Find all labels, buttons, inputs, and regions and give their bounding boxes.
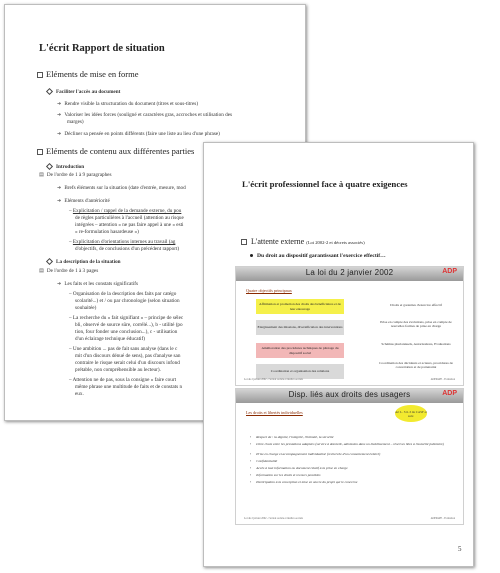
slide-subtitle: Les droits et libertés individuelles <box>246 410 303 415</box>
reference-badge: Art L. 311-3 du CASF et suiv. <box>395 405 427 422</box>
list-item: ➜ Valoriser les idées forces (souligné et caractères gras, accroches et utilisation des <box>57 112 233 118</box>
list-item: – Une ambition ... pas de fait sans analyse (dans le c <box>69 346 178 352</box>
objective-description: Coordination des décideurs et acteurs, procédures de concertation et de partenariat <box>379 361 453 370</box>
list-item: scolarité...) et / ou par chronologie (selon situation <box>75 298 180 304</box>
slide-loi-2002 <box>235 266 464 386</box>
slide-subtitle: Quatre objectifs principaux <box>246 288 292 293</box>
list-item: – La recherche du « fait signifiant » – principe de sélec <box>69 315 184 321</box>
arrow-icon: ➜ <box>57 198 62 204</box>
slide-footer: Loi du 2 janvier 2002 - l'action sociale et médico-sociale ADEPAPE - Formation <box>244 378 455 381</box>
list-item: contraire le risque serait celui d'un discours infond <box>75 360 180 366</box>
list-item: • Accès à tout information ou document relatif à la prise en charge <box>250 466 455 473</box>
list-item: – Explicitation / rappel de la demande externe, du pou <box>69 208 182 214</box>
list-item: « re-formulation hasardeuse ») <box>75 229 139 235</box>
list-item: de règles particulières à l'accueil (attention au risque <box>75 215 184 221</box>
section-heading: Eléments de contenu aux différentes parties <box>37 146 194 156</box>
subheading: Introduction <box>47 164 84 171</box>
diamond-bullet-icon <box>46 258 53 265</box>
front-page-title: L'écrit professionnel face à quatre exigences <box>242 179 408 189</box>
list-item: tion, four fonder une conclusion...), c - utilisation <box>75 329 178 335</box>
arrow-icon: ➜ <box>57 131 62 137</box>
subheading: Du droit au dispositif garantissant l'exercice effectif… <box>250 253 386 259</box>
section-heading: L'attente externe (Loi 2002-2 et décrets associés) <box>241 237 365 246</box>
list-item: eux. <box>75 391 84 397</box>
length-note: ▤ De l'ordre de 1 à 3 pages <box>39 268 99 274</box>
slide-title: La loi du 2 janvier 2002 <box>305 268 394 277</box>
diamond-bullet-icon <box>46 88 53 95</box>
list-item: intégrées – attention » ne pas faire appel à une « esti <box>75 222 184 228</box>
arrow-icon: ➜ <box>57 281 62 287</box>
objective-description: Schémas pluriannuels, Autorisations, Evaluations <box>381 342 451 346</box>
diamond-bullet-icon <box>46 163 53 170</box>
list-item: • Respect de : la dignité, l'intégrité, l'intimité, la sécurité <box>250 435 455 442</box>
list-item: • Participation à la conception et mise en œuvre du projet qui le concerne <box>250 480 455 487</box>
list-item: souhaitée) <box>75 305 97 311</box>
logo-icon: ADP <box>442 390 457 397</box>
square-bullet-icon <box>37 72 43 78</box>
back-page-title: L'écrit Rapport de situation <box>39 43 165 54</box>
page-number: 5 <box>458 545 462 553</box>
list-item: prétable, non compréhensible au lecteur). <box>75 367 161 373</box>
list-item: ➜ Brefs éléments sur la situation (date d'entrée, mesure, mod <box>57 185 186 191</box>
slide-title: Disp. liés aux droits des usagers <box>288 390 411 399</box>
list-item: • Confidentialité <box>250 459 455 466</box>
list-item: ➜ Eléments d'antériorité <box>57 198 110 204</box>
list-item: même phrase une multitude de faits et de constats n <box>75 384 183 390</box>
slide-footer: Loi du 2 janvier 2002 - l'action sociale et médico-sociale ADEPAPE - Formation <box>244 517 455 520</box>
list-item: • Prise en charge et accompagnement individualisé (recherche d'un consentement éclairé) <box>250 452 455 459</box>
subheading: Faciliter l'accès au document <box>47 89 120 96</box>
subheading: La description de la situation <box>47 259 121 266</box>
objective-box: Elargissement des missions, diversification des interventions <box>256 320 344 335</box>
length-note: ▤ De l'ordre de 1 à 9 paragraphes <box>39 172 112 178</box>
arrow-icon: ➜ <box>57 101 62 107</box>
list-item: – Organisation de la description des faits par catégo <box>69 291 177 297</box>
list-item: • Information sur les droits et recours possibles <box>250 473 455 480</box>
objective-description: Prise en compte des évolutions, prise en compte de nouvelles formes de prise en charge <box>380 320 452 329</box>
list-item: – Attention ne de pas, sous la consigne « faire court <box>69 377 177 383</box>
list-item: ➜ Les faits et les constats significatifs <box>57 281 138 287</box>
list-item: mit d'un discours dénué de sens), pas d'analyse san <box>75 353 181 359</box>
list-item: ➜ Décliner sa pensée en points différents (faire une liste au lieu d'une phrase) <box>57 131 220 137</box>
square-bullet-icon <box>241 239 247 245</box>
objective-box: Amélioration des procédures techniques de pilotage du dispositif social <box>256 343 344 358</box>
list-item: – Explicitation d'orientations internes au travail (ag <box>69 239 176 245</box>
list-item: d'un éclairage technique éducatif) <box>75 336 145 342</box>
page-icon: ▤ <box>39 172 44 178</box>
section-heading: Eléments de mise en forme <box>37 69 139 79</box>
arrow-icon: ➜ <box>57 185 62 191</box>
front-page <box>203 142 474 567</box>
objective-box: Affirmation et promotion des droits des bénéficiaires et de leur entourage <box>256 299 344 314</box>
square-bullet-icon <box>37 149 43 155</box>
bullet-icon <box>250 254 253 257</box>
list-item: • Libre choix entre les prestations adaptées (service à domicile, admission dans un établissement – réserves liées à l'autorité judiciaire) <box>250 442 455 452</box>
logo-icon: ADP <box>442 268 457 275</box>
rights-list <box>250 435 455 487</box>
objective-box: Coordination et organisation des relations <box>256 364 344 379</box>
arrow-icon: ➜ <box>57 112 62 118</box>
list-item: d'objectifs, de conclusions d'un précédent rapport) <box>75 246 180 252</box>
slide-droits-usagers <box>235 388 464 525</box>
slide-title-bar <box>236 389 463 403</box>
list-item: ➜ Rendre visible la structuration du document (titres et sous-titres) <box>57 101 199 107</box>
objective-description: Droits et garanties d'exercice effectif <box>390 303 442 307</box>
page-icon: ▤ <box>39 268 44 274</box>
list-item: marges) <box>67 119 84 125</box>
list-item: bli, observé de source sûre, corrélé...), b - utilité (po <box>75 322 183 328</box>
slide-title-bar <box>236 267 463 281</box>
